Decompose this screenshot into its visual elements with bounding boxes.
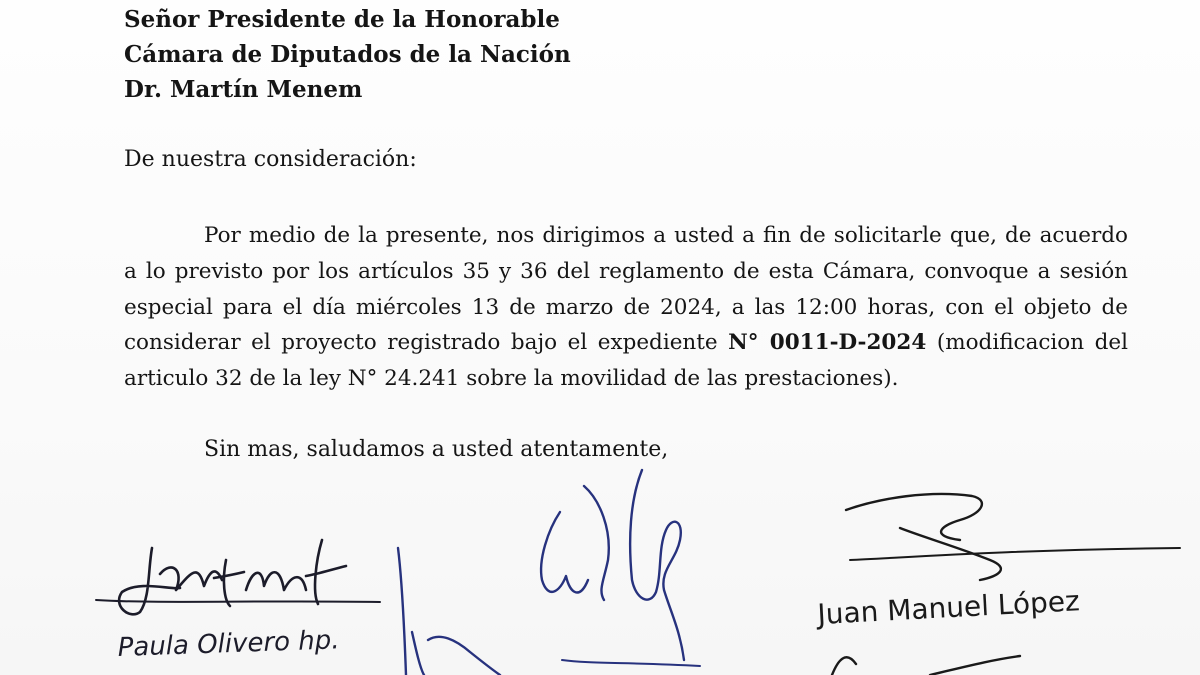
signature-1 bbox=[96, 540, 380, 663]
signature-3 bbox=[815, 494, 1180, 675]
addressee-line-3: Dr. Martín Menem bbox=[124, 76, 363, 103]
addressee-line-1: Señor Presidente de la Honorable bbox=[124, 6, 560, 33]
signature-2 bbox=[398, 470, 700, 675]
file-number: N° 0011-D-2024 bbox=[728, 330, 927, 356]
svg-text:Juan Manuel López: Juan Manuel López bbox=[816, 584, 1081, 631]
svg-text:Paula Olivero hp.: Paula Olivero hp. bbox=[117, 625, 341, 663]
addressee-block bbox=[124, 2, 571, 107]
body-text-part-2: (modificacion del articulo 32 de la ley N° 24.241 sobre la movilidad de las prestaciones). bbox=[124, 330, 1128, 392]
body-text-part-1: Por medio de la presente, nos dirigimos a usted a fin de solicitarle que, de acuerdo a lo previsto por los artículos 35 y 36 del reglamento de esta Cámara, convoque a sesión especial para el día miércoles 13 de marzo de 2024, a las 12:00 horas, con el objeto de considerar el proyecto registrado bajo el expediente bbox=[124, 223, 1128, 356]
greeting: De nuestra consideración: bbox=[124, 147, 417, 172]
addressee-line-2: Cámara de Diputados de la Nación bbox=[124, 41, 571, 68]
closing-line: Sin mas, saludamos a usted atentamente, bbox=[204, 437, 669, 462]
body-paragraph bbox=[124, 218, 1128, 397]
